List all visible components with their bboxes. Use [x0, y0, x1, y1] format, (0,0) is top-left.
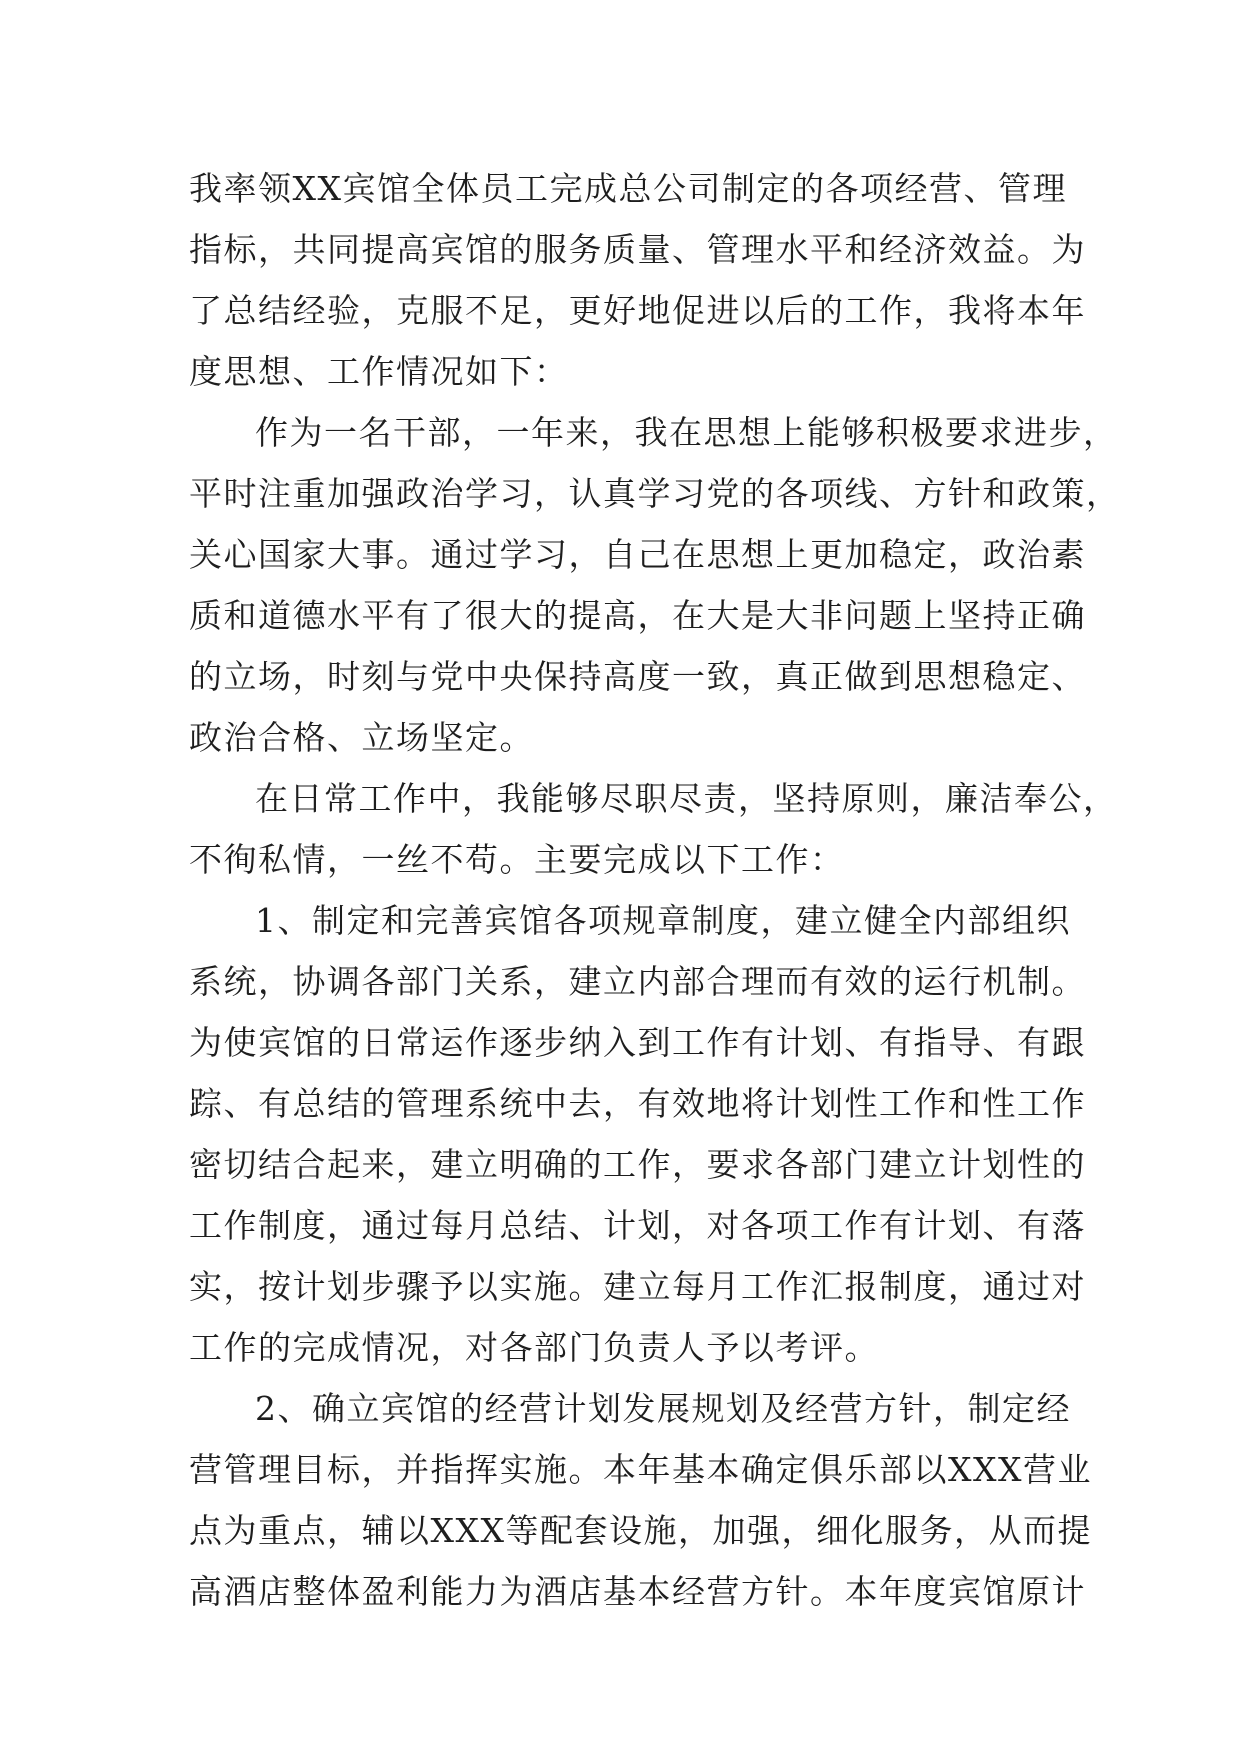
text-line: 系统，协调各部门关系，建立内部合理而有效的运行机制。	[189, 962, 1086, 1001]
text-line: 2、确立宾馆的经营计划发展规划及经营方针，制定经	[255, 1389, 1071, 1428]
text-line: 度思想、工作情况如下：	[189, 352, 569, 391]
text-line: 密切结合起来，建立明确的工作，要求各部门建立计划性的	[189, 1145, 1086, 1184]
text-line: 关心国家大事。通过学习，自己在思想上更加稳定，政治素	[189, 535, 1086, 574]
text-line: 不徇私情，一丝不苟。主要完成以下工作：	[189, 840, 845, 879]
text-line: 高酒店整体盈利能力为酒店基本经营方针。本年度宾馆原计	[189, 1572, 1086, 1611]
text-line: 在日常工作中，我能够尽职尽责，坚持原则，廉洁奉公，	[255, 779, 1118, 818]
text-line: 实，按计划步骤予以实施。建立每月工作汇报制度，通过对	[189, 1267, 1086, 1306]
text-line: 的立场，时刻与党中央保持高度一致，真正做到思想稳定、	[189, 657, 1086, 696]
document-body	[189, 158, 1121, 1622]
text-line: 踪、有总结的管理系统中去，有效地将计划性工作和性工作	[189, 1084, 1086, 1123]
text-line: 工作的完成情况，对各部门负责人予以考评。	[189, 1328, 879, 1367]
text-line: 指标，共同提高宾馆的服务质量、管理水平和经济效益。为	[189, 230, 1086, 269]
text-line: 政治合格、立场坚定。	[189, 718, 534, 757]
text-line: 工作制度，通过每月总结、计划，对各项工作有计划、有落	[189, 1206, 1086, 1245]
text-line: 1、制定和完善宾馆各项规章制度，建立健全内部组织	[255, 901, 1071, 940]
text-line: 点为重点，辅以XXX等配套设施，加强，细化服务，从而提	[189, 1511, 1092, 1550]
text-line: 了总结经验，克服不足，更好地促进以后的工作，我将本年	[189, 291, 1086, 330]
text-line: 质和道德水平有了很大的提高，在大是大非问题上坚持正确	[189, 596, 1086, 635]
text-line: 营管理目标，并指挥实施。本年基本确定俱乐部以XXX营业	[189, 1450, 1092, 1489]
text-line: 我率领XX宾馆全体员工完成总公司制定的各项经营、管理	[189, 169, 1067, 208]
text-line: 作为一名干部，一年来，我在思想上能够积极要求进步，	[255, 413, 1118, 452]
text-line: 平时注重加强政治学习，认真学习党的各项线、方针和政策，	[189, 474, 1121, 513]
text-line: 为使宾馆的日常运作逐步纳入到工作有计划、有指导、有跟	[189, 1023, 1086, 1062]
